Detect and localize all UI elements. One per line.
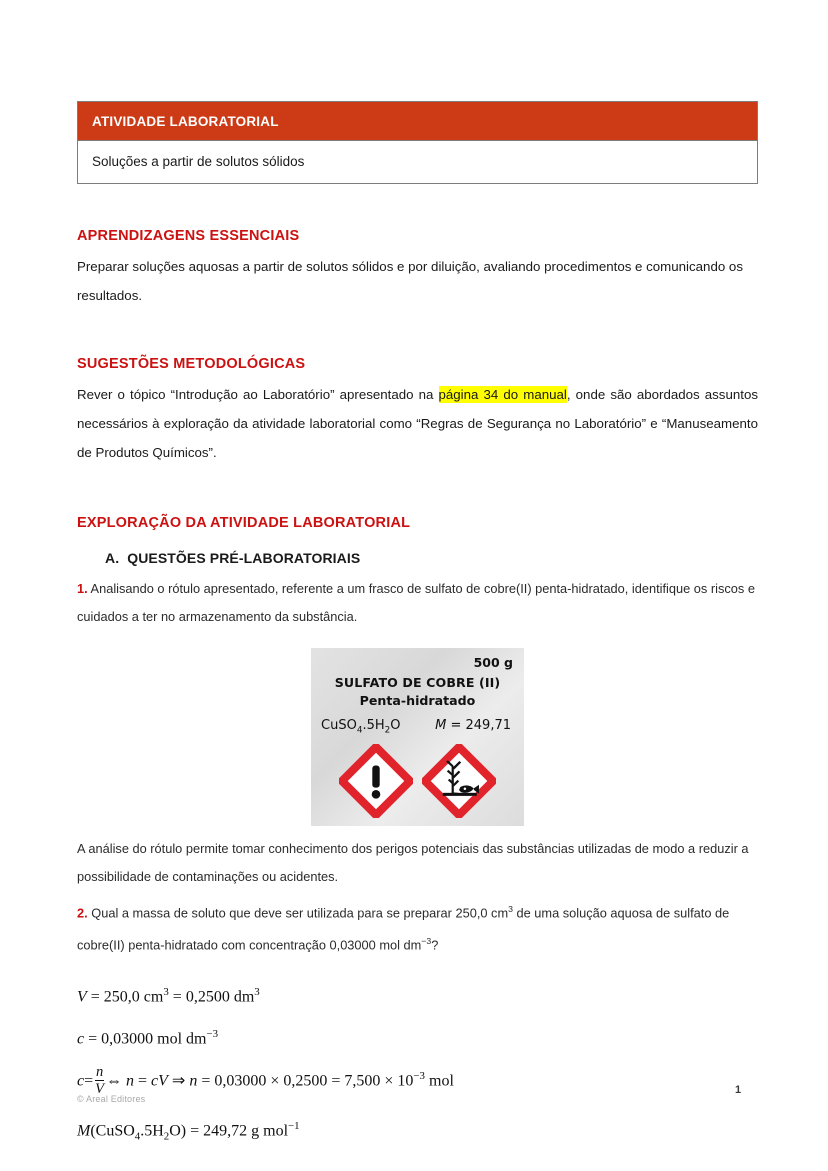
- label-chemical-formula: [321, 718, 400, 736]
- answer-question-1: A análise do rótulo permite tomar conhecimento dos perigos potenciais das substâncias utilizadas de modo a reduzir a possibilidade de contaminações ou acidentes.: [77, 841, 749, 884]
- question-2-sup-a: 3: [508, 904, 513, 914]
- eq1-symbol-V: V: [77, 987, 87, 1005]
- subsection-letter: A.: [105, 550, 120, 566]
- equation-molar-mass: [77, 1120, 758, 1143]
- eq3-symbol-n1: n: [126, 1072, 134, 1090]
- question-2-text-a: Qual a massa de soluto que deve ser utilizada para se preparar 250,0 cm: [91, 905, 509, 921]
- equation-volume: [77, 986, 758, 1006]
- page-content: [77, 0, 758, 1142]
- label-mass: 500 g: [473, 655, 513, 670]
- eq3-symbol-c: c: [77, 1072, 85, 1090]
- section-heading-aprendizagens: APRENDIZAGENS ESSENCIAIS: [77, 228, 300, 244]
- formula-part-3: O: [390, 718, 401, 733]
- eq4-sub-4: 4: [134, 1130, 141, 1143]
- formula-subscript-4: 4: [356, 725, 363, 736]
- eq1-text-1: = 250,0 cm: [86, 987, 164, 1005]
- question-1: [77, 575, 758, 631]
- section-heading-exploracao: EXPLORAÇÃO DA ATIVIDADE LABORATORIAL: [77, 515, 411, 531]
- eq3-symbol-c1: c: [151, 1072, 159, 1090]
- footer-copyright: © Areal Editores: [77, 1094, 146, 1104]
- eq4-sub-2: 2: [163, 1130, 170, 1143]
- eq3-tail-sup: −3: [413, 1070, 425, 1083]
- eq3-symbol-V1: V: [158, 1072, 168, 1090]
- activity-title-box: [77, 101, 758, 184]
- question-1-text: Analisando o rótulo apresentado, referente a um frasco de sulfato de cobre(II) penta-hidratado, identifique os riscos e cuidados a ter no armazenamento da substância.: [77, 581, 755, 624]
- ghs-pictograms: [311, 744, 524, 818]
- eq4-symbol-M: M: [77, 1122, 91, 1140]
- question-1-number: 1.: [77, 581, 88, 596]
- subsection-title: QUESTÕES PRÉ-LABORATORIAIS: [127, 550, 361, 566]
- question-2-text-b: de uma solução aquosa de sulfato de cobre(II) penta-hidratado com concentração 0,03000 mol dm: [77, 905, 730, 953]
- sugestoes-text-part2: , onde são abordados assuntos necessários à exploração da atividade laboratorial como “Regras de Segurança no Laboratório” e “Manuseamento de Produtos Químicos”.: [77, 387, 758, 460]
- label-hydration: Penta-hidratado: [359, 693, 476, 708]
- eq4-mid: .5H: [140, 1122, 164, 1140]
- label-substance-name: SULFATO DE COBRE (II): [334, 675, 501, 690]
- eq3-numerator: n: [95, 1064, 104, 1081]
- eq3-tail: = 0,03000 × 0,2500 = 7,500 × 10: [197, 1072, 414, 1090]
- section-heading-sugestoes: SUGESTÕES METODOLÓGICAS: [77, 356, 306, 372]
- formula-subscript-2: 2: [384, 725, 391, 736]
- activity-banner-title: ATIVIDADE LABORATORIAL: [78, 102, 757, 140]
- eq2-sup-1: −3: [206, 1027, 219, 1040]
- eq4-close: O) = 249,72 g mol: [169, 1122, 289, 1140]
- eq3-fraction-n-over-V: [95, 1065, 104, 1097]
- eq3-symbol-n2: n: [189, 1072, 198, 1090]
- formula-part-1: CuSO: [321, 718, 357, 733]
- question-2: [77, 895, 758, 960]
- activity-subtitle: Soluções a partir de solutos sólidos: [78, 140, 757, 183]
- question-2-number: 2.: [77, 905, 88, 921]
- eq3-equivalence-symbol: ⇔: [106, 1072, 126, 1090]
- subsection-questoes-pre-laboratoriais: [105, 550, 758, 566]
- question-2-sup-b: −3: [421, 936, 432, 947]
- eq3-denominator: V: [95, 1080, 104, 1097]
- sugestoes-body: [77, 380, 758, 467]
- equation-concentration: [77, 1028, 758, 1048]
- highlighted-manual-reference: página 34 do manual: [438, 387, 567, 402]
- molar-mass-symbol: M: [435, 718, 447, 733]
- eq3-equals-1: =: [134, 1072, 152, 1090]
- eq4-open: (CuSO: [90, 1122, 135, 1140]
- eq1-sup-2: 3: [254, 985, 260, 998]
- footer-page-number: 1: [735, 1084, 742, 1096]
- environment-hazard-ghs-icon: [422, 744, 496, 818]
- exclamation-mark-ghs-icon: [339, 744, 413, 818]
- label-molar-mass: [435, 718, 511, 733]
- question-2-text-c: ?: [431, 937, 439, 953]
- eq1-text-2: = 0,2500 dm: [168, 987, 255, 1005]
- chemical-label-card: [311, 648, 524, 826]
- chemical-label-figure: [77, 648, 758, 826]
- eq3-tail-end: mol: [425, 1072, 454, 1090]
- equation-moles: c= $\frac{n}{V}$ ⇔ n = cV ⇒ $n = 0,03000 \times 0,2500 = 7,500 \times 10^{-3}$ mol: [77, 1064, 454, 1097]
- sugestoes-text-part1: Rever o tópico “Introdução ao Laboratório” apresentado na: [77, 387, 439, 402]
- eq4-sup: −1: [288, 1119, 300, 1132]
- eq2-text-1: = 0,03000 mol dm: [84, 1030, 207, 1048]
- eq1-sup-1: 3: [163, 985, 169, 998]
- molar-mass-value: = 249,71: [446, 718, 511, 733]
- eq2-symbol-c: c: [77, 1030, 85, 1048]
- eq3-implies-symbol: ⇒: [167, 1072, 190, 1090]
- aprendizagens-body: Preparar soluções aquosas a partir de solutos sólidos e por diluição, avaliando procedimentos e comunicando os resultados.: [77, 259, 743, 303]
- formula-part-2: .5H: [362, 718, 385, 733]
